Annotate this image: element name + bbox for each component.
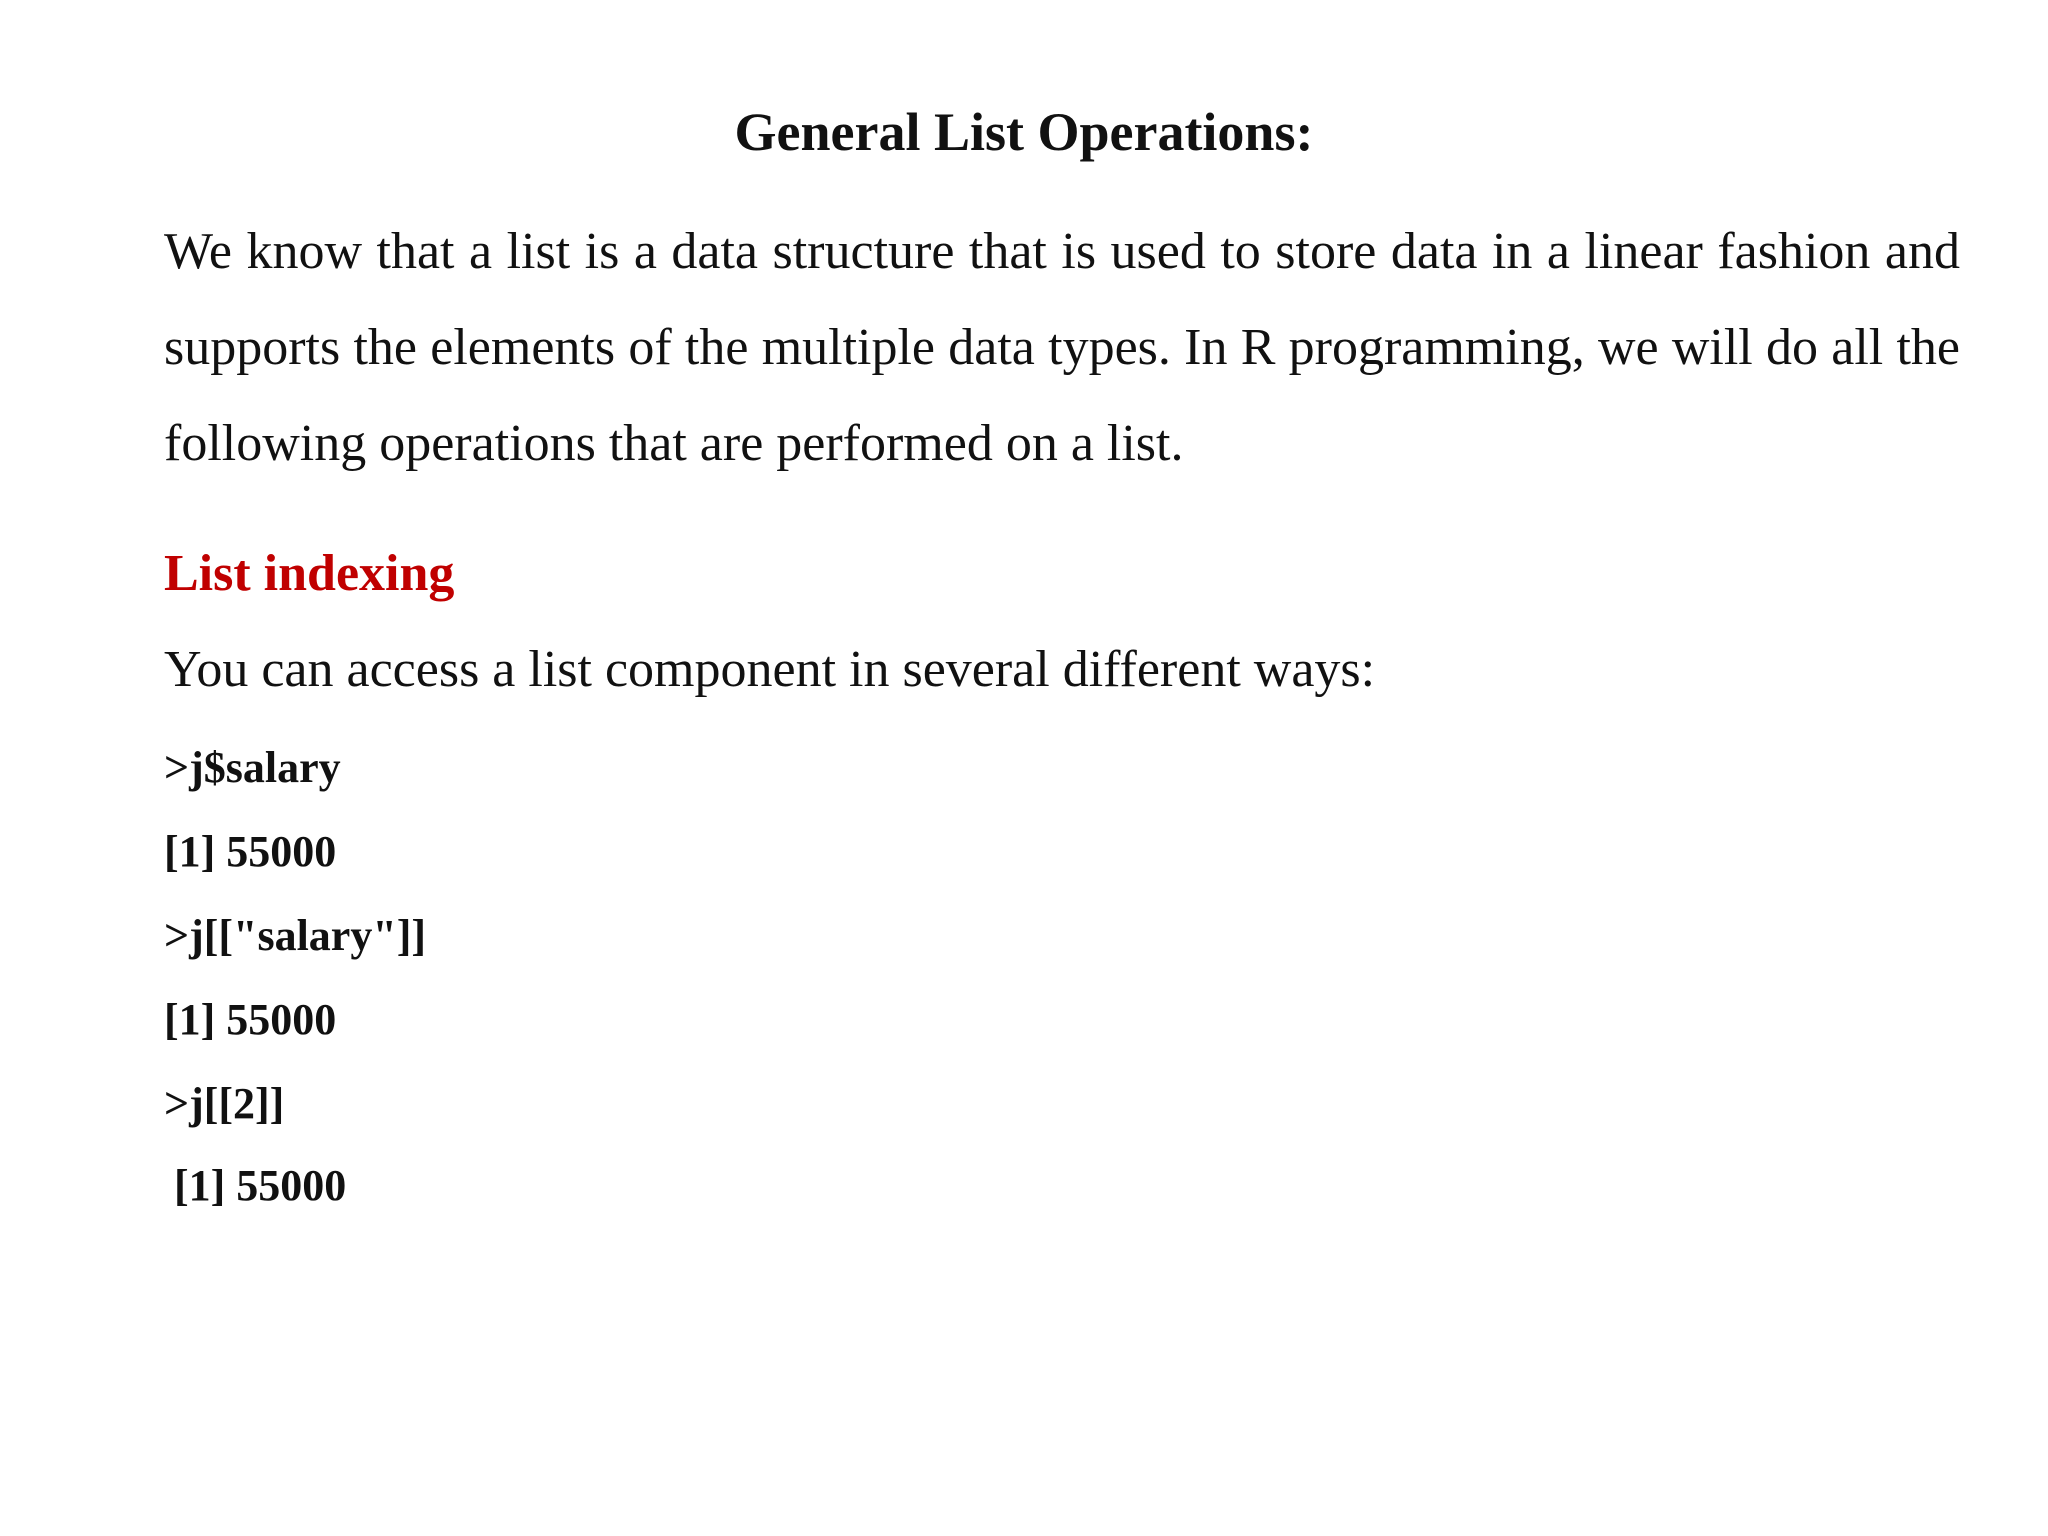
paragraph-line-1: We know that a list is a data structure that is used to store data in a linear fashion and <box>164 223 1960 280</box>
code-output-line: [1] 55000 <box>164 995 337 1044</box>
code-line: >j[[2]] <box>164 1079 285 1128</box>
code-output-line: [1] 55000 <box>164 827 337 876</box>
code-line: >j$salary <box>164 743 341 792</box>
code-line: >j[["salary"]] <box>164 911 427 960</box>
code-output-line: [1] 55000 <box>174 1161 347 1210</box>
page-title: General List Operations: <box>734 102 1314 162</box>
paragraph-line-3: following operations that are performed on a list. <box>164 415 1184 472</box>
section-heading: List indexing <box>164 545 455 602</box>
section-intro: You can access a list component in several different ways: <box>164 641 1376 698</box>
paragraph-line-2: supports the elements of the multiple data types. In R programming, we will do all the <box>164 319 1960 376</box>
